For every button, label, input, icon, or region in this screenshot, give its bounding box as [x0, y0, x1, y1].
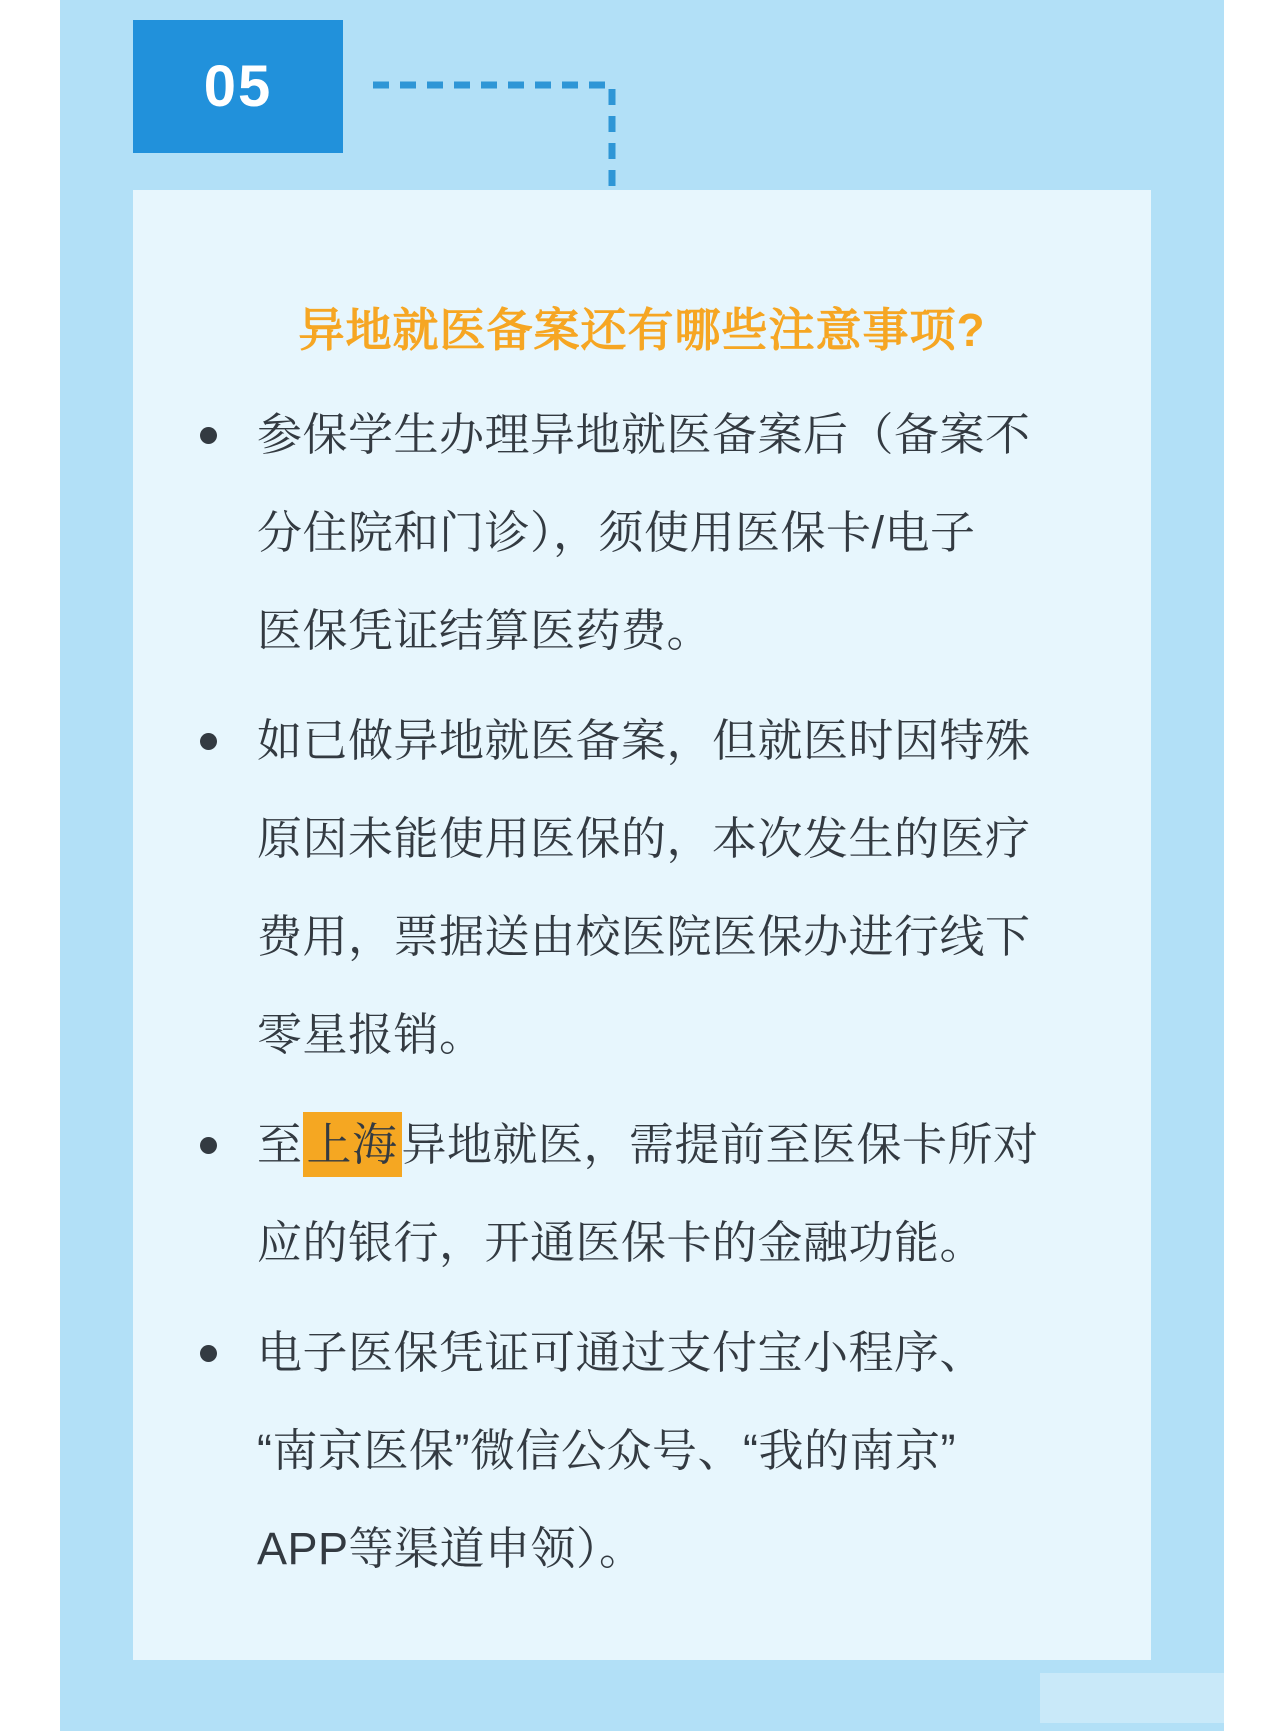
info-card [133, 190, 1151, 1660]
note-line [257, 484, 1051, 582]
note-item [257, 386, 1051, 680]
note-line [257, 986, 1051, 1084]
note-line [257, 582, 1051, 680]
highlighted-text: 上海 [303, 1112, 402, 1177]
note-line [257, 386, 1051, 484]
note-text: 费用，票据送由校医院医保办进行线下 [257, 911, 1031, 962]
section-number-badge [133, 20, 343, 153]
note-text: 原因未能使用医保的，本次发生的医疗 [257, 813, 1031, 864]
watermark-remnant [1040, 1673, 1224, 1723]
note-text: 医保凭证结算医药费。 [257, 605, 713, 656]
note-item [257, 1304, 1051, 1598]
note-text: 分住院和门诊），须使用医保卡/电子 [257, 507, 976, 558]
note-text: 应的银行，开通医保卡的金融功能。 [257, 1217, 986, 1268]
section-number: 05 [203, 54, 273, 119]
note-text: 如已做异地就医备案，但就医时因特殊 [257, 715, 1031, 766]
note-line [257, 1096, 1051, 1194]
note-line [257, 692, 1051, 790]
note-text: 异地就医，需提前至医保卡所对 [401, 1119, 1039, 1170]
note-line [257, 1402, 1051, 1500]
note-text: APP等渠道申领）。 [257, 1523, 645, 1574]
note-item [257, 1096, 1051, 1292]
note-line [257, 790, 1051, 888]
note-text: 零星报销。 [257, 1009, 485, 1060]
card-title: 异地就医备案还有哪些注意事项? [298, 304, 986, 356]
note-line [257, 1194, 1051, 1292]
note-text: 至 [257, 1119, 303, 1170]
note-text: “南京医保”微信公众号、“我的南京” [257, 1425, 956, 1476]
note-line [257, 888, 1051, 986]
note-line [257, 1500, 1051, 1598]
note-item [257, 692, 1051, 1084]
note-line [257, 1304, 1051, 1402]
notes-list [257, 386, 1051, 1610]
note-text: 电子医保凭证可通过支付宝小程序、 [257, 1327, 986, 1378]
note-text: 参保学生办理异地就医备案后（备案不 [257, 409, 1031, 460]
